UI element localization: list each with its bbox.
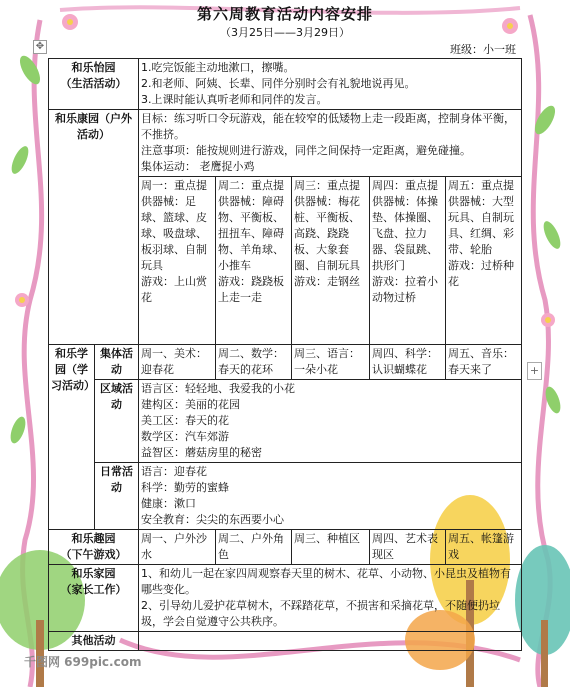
date-range: （3月25日——3月29日） xyxy=(220,26,350,39)
schedule-table xyxy=(48,58,522,651)
other-row xyxy=(49,632,522,651)
page-title: 第六周教育活动内容安排 xyxy=(196,5,373,23)
table-cell: 周二、数学：春天的花环 xyxy=(216,345,292,380)
learning-section-label: 和乐学园（学习活动） xyxy=(49,345,95,530)
health-goals xyxy=(139,110,522,177)
list-item: 2、引导幼儿爱护花草树木，不踩踏花草，不损害和采摘花草，不随便扔垃圾，学会自觉遵守公共秩序。 xyxy=(141,599,500,628)
list-item: 科学：勤劳的蜜蜂 xyxy=(141,481,229,494)
table-cell: 周三、语言：一朵小花 xyxy=(292,345,370,380)
group-activity-label: 集体活动 xyxy=(95,345,139,380)
health-section-label: 和乐康园（户外活动） xyxy=(49,110,139,345)
list-item: 2.和老师、阿姨、长辈、同伴分别时会有礼貌地说再见。 xyxy=(141,77,416,90)
watermark: 千图网 699pic.com xyxy=(24,655,142,669)
list-item: 健康：漱口 xyxy=(141,497,196,510)
list-item: 建构区：美丽的花园 xyxy=(141,398,240,411)
list-item: 语言：迎春花 xyxy=(141,465,207,478)
list-item: 1.吃完饭能主动地漱口，擦嘴。 xyxy=(141,61,295,74)
list-item: 美工区：春天的花 xyxy=(141,414,229,427)
health-group-game: 集体运动： 老鹰捉小鸡 xyxy=(141,160,255,173)
area-activity-label: 区域活动 xyxy=(95,380,139,463)
table-cell: 周一、美术：迎春花 xyxy=(139,345,216,380)
health-goal-row xyxy=(49,110,522,177)
life-content xyxy=(139,59,522,110)
home-content xyxy=(139,565,522,632)
table-cell: 周四、科学：认识蝴蝶花 xyxy=(370,345,446,380)
health-day-mon: 周一：重点提供器械：足球、篮球、皮球、吸盘球、板羽球、自制玩具 游戏：上山赏花 xyxy=(139,177,216,345)
health-day-thu: 周四：重点提供器械：体操垫、体操圈、飞盘、拉力器、袋鼠跳、拱形门 游戏：拉着小动物过桥 xyxy=(370,177,446,345)
table-cell: 周五、音乐：春天来了 xyxy=(446,345,522,380)
list-item: 语言区：轻轻地、我爱我的小花 xyxy=(141,382,295,395)
home-row xyxy=(49,565,522,632)
class-label: 班级：小一班 xyxy=(450,43,516,56)
add-column-icon[interactable]: + xyxy=(527,362,542,380)
fun-row xyxy=(49,530,522,565)
table-cell: 周五、帐篷游戏 xyxy=(446,530,522,565)
list-item: 安全教育：尖尖的东西要小心 xyxy=(141,513,284,526)
table-cell: 周一、户外沙水 xyxy=(139,530,216,565)
health-day-wed: 周三：重点提供器械：梅花桩、平衡板、高跷、跷跷板、大象套圈、自制玩具 游戏：走钢丝 xyxy=(292,177,370,345)
area-activity-content xyxy=(139,380,522,463)
table-cell: 周三、种植区 xyxy=(292,530,370,565)
other-content xyxy=(139,632,522,651)
learning-group-row xyxy=(49,345,522,380)
life-section-label: 和乐怡园 （生活活动） xyxy=(49,59,139,110)
table-move-handle-icon[interactable]: ✥ xyxy=(33,40,47,54)
table-cell: 周二、户外角色 xyxy=(216,530,292,565)
health-note: 注意事项：能按规则进行游戏，同伴之间保持一定距离，避免碰撞。 xyxy=(141,144,471,157)
daily-activity-label: 日常活动 xyxy=(95,463,139,530)
other-section-label: 其他活动 xyxy=(49,632,139,651)
health-day-tue: 周二：重点提供器械：障碍物、平衡板、扭扭车、障碍物、羊角球、小推车 游戏：跷跷板上走一走 xyxy=(216,177,292,345)
home-section-label: 和乐家园 （家长工作） xyxy=(49,565,139,632)
health-goal: 目标：练习听口令玩游戏，能在较窄的低矮物上走一段距离，控制身体平衡，不推挤。 xyxy=(141,112,515,141)
list-item: 1、和幼儿一起在家四周观察春天里的树木、花草、小动物、小昆虫及植物有哪些变化。 xyxy=(141,567,511,596)
health-day-fri: 周五：重点提供器械：大型玩具、自制玩具、红绸、彩带、轮胎 游戏：过桥种花 xyxy=(446,177,522,345)
list-item: 3.上课时能认真听老师和同伴的发言。 xyxy=(141,93,328,106)
list-item: 数学区：汽车郊游 xyxy=(141,430,229,443)
fun-section-label: 和乐趣园 （下午游戏） xyxy=(49,530,139,565)
daily-activity-content xyxy=(139,463,522,530)
list-item: 益智区：蘑菇房里的秘密 xyxy=(141,446,262,459)
table-cell: 周四、艺术表现区 xyxy=(370,530,446,565)
learning-daily-row xyxy=(49,463,522,530)
life-row xyxy=(49,59,522,110)
learning-area-row xyxy=(49,380,522,463)
